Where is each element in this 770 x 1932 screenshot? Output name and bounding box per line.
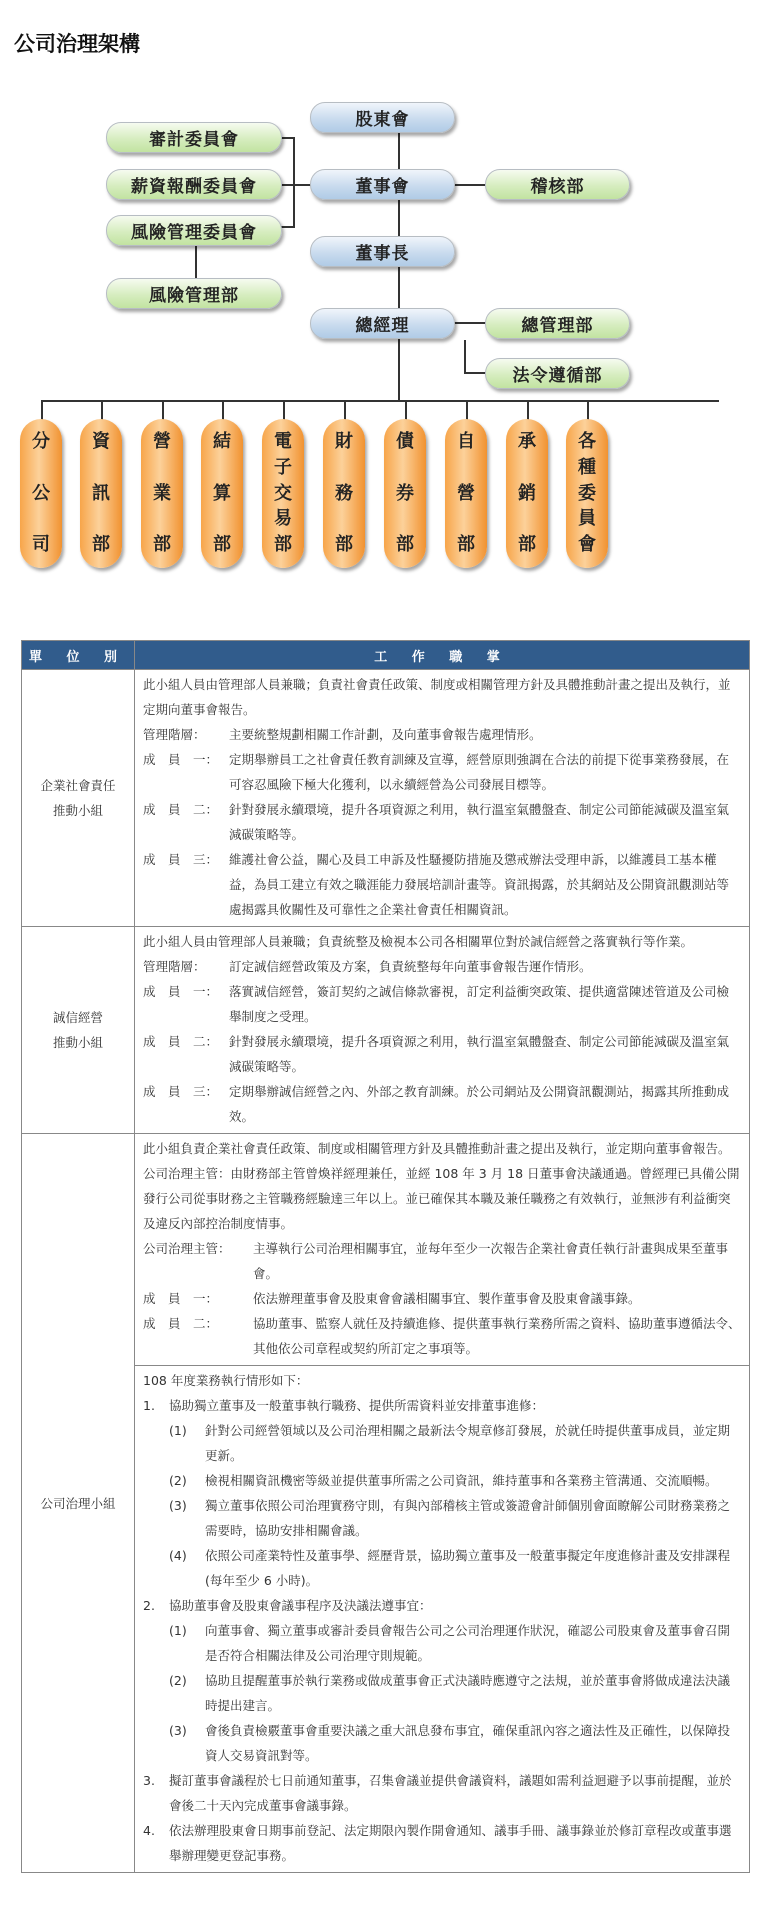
connector [527, 400, 529, 420]
list-item: 2. 協助董事會及股東會議事程序及決議法遵事宜： [143, 1598, 432, 1613]
department-box: 財 務 部 [323, 419, 365, 568]
connector [222, 400, 224, 420]
header-duty: 工 作 職 掌 [135, 641, 750, 670]
table-row [22, 670, 750, 927]
connector [195, 246, 197, 278]
audit-box: 稽核部 [485, 169, 630, 200]
audit-committee-box: 審計委員會 [106, 122, 282, 153]
list-subitem: (3) 會後負責檢覈董事會重要決議之重大訊息發布事宜，確保重訊內容之適法性及正確性，以保障投資人交易資訊對等。 [169, 1723, 731, 1763]
header-unit: 單 位 別 [22, 641, 135, 670]
department-box: 各 種 委 員 會 [566, 419, 608, 568]
table-row [22, 1134, 750, 1873]
list-item: 4. 依法辦理股東會日期事前登記、法定期限內製作開會通知、議事手冊、議事錄並於修訂章程改或董事選舉辦理變更登記事務。 [143, 1823, 732, 1863]
unit-cell: 誠信經營 推動小組 [22, 927, 135, 1134]
department-box: 分 公 司 [20, 419, 62, 568]
table-header-row [22, 641, 750, 670]
list-item: 1. 協助獨立董事及一般董事執行職務、提供所需資料並安排董事進修： [143, 1398, 545, 1413]
list-subitem: (3) 獨立董事依照公司治理實務守則，有與內部稽核主管或簽證會計師個別會面瞭解公司財務業務之需要時，協助安排相關會議。 [169, 1498, 731, 1538]
connector [41, 400, 43, 420]
connector [466, 400, 468, 420]
connector [41, 400, 719, 402]
duty-cell: 此小組負責企業社會責任政策、制度或相關管理方針及具體推動計畫之提出及執行，並定期向董事會報告。 公司治理主管：由財務部主管曾煥祥經理兼任，並經 108 年 3 月 18 日董事會決議通過。曾經理已具備公開發行公司從事財務之主管職務經驗達三年以上。並已確保其本職及兼任職務之有效執行，並無涉有利益衝突及違反內部控治制度情事。 公司治理主管： 主導執行公司治理相關事宜，並每年至少一次報告企業社會責任執行計畫與成果至董事會。 成 員 一： 依法辦理董事會及股東會會議相關事宜、製作董事會及股東會議事錄。 成 員 二： 協助董事、監察人就任及持續進修、提供董事執行業務所需之資料、協助董事遵循法令、其他依公司章程或契約所訂定之事項等。 108 年度業務執行情形如下： 1. 協助獨立董事及一般董事執行職務、提供所需資料並安排董事進修： (1) 針對公司經營領域以及公司治理相關之最新法令規章修訂發展，於就任時提供董事成員，並定期更新。 (2) 檢視相關資訊機密等級並提供董事所需之公司資訊，維持董事和各業務主管溝通、交流順暢。 (3) 獨立董事依照公司治理實務守則，有與內部稽核主管或簽證會計師個別會面瞭解公司財務業務之需要時，協助安排相關會議。 (4) 依照公司產業特性及董事學、經歷背景，協助獨立董事及一般董事擬定年度進修計畫及安排課程(每年至少 6 小時)。 2. 協助董事會及股東會議事程序及決議法遵事宜： (1) 向董事會、獨立董事或審計委員會報告公司之公司治理運作狀況，確認公司股東會及董事會召開是否符合相關法律及公司治理守則規範。 (2) 協助且提醒董事於執行業務或做成董事會正式決議時應遵守之法規，並於董事會將做成違法決議時提出建言。 (3) 會後負責檢覈董事會重要決議之重大訊息發布事宜，確保重訊內容之適法性及正確性，以保障投資人交易資訊對等。 3. 擬訂董事會議程於七日前通知董事，召集會議並提供會議資料，議題如需利益迴避予以事前提醒，並於會後二十天內完成董事會議事錄。 4. 依法辦理股東會日期事前登記、法定期限內製作開會通知、議事手冊、議事錄並於修訂章程改或董事選舉辦理變更登記事務。 [135, 1134, 750, 1873]
connector [587, 400, 589, 420]
connector [101, 400, 103, 420]
duty-cell: 此小組人員由管理部人員兼職；負責統整及檢視本公司各相關單位對於誠信經營之落實執行等作業。 管理階層： 訂定誠信經營政策及方案，負責統整每年向董事會報告運作情形。 成 員 一： 落實誠信經營，簽訂契約之誠信條款審視，訂定利益衝突政策、提供適當陳述管道及公司檢舉制度之受理。 成 員 二： 針對發展永續環境，提升各項資源之利用，執行溫室氣體盤查、制定公司節能減碳及溫室氣減碳策略等。 成 員 三： 定期舉辦誠信經營之內、外部之教育訓練。於公司網站及公開資訊觀測站，揭露其所推動成效。 [135, 927, 750, 1134]
president-box: 總經理 [310, 308, 455, 339]
connector [464, 340, 466, 374]
board-box: 董事會 [310, 169, 455, 200]
connector [162, 400, 164, 420]
duty-cell: 此小組人員由管理部人員兼職；負責社會責任政策、制度或相關管理方針及具體推動計畫之提出及執行，並定期向董事會報告。 管理階層： 主要統整規劃相關工作計劃，及向董事會報告處理情形。 成 員 一： 定期舉辦員工之社會責任教育訓練及宣導，經營原則強調在合法的前提下從事業務發展，在可容忍風險下極大化獲利，以永續經營為公司發展目標等。 成 員 二： 針對發展永續環境，提升各項資源之利用，執行溫室氣體盤查、制定公司節能減碳及溫室氣減碳策略等。 成 員 三： 維護社會公益，關心及員工申訴及性騷擾防措施及懲戒辦法受理申訴，以維護員工基本權益，為員工建立有效之職涯能力發展培訓計畫等。資訊揭露，於其網站及公開資訊觀測站等處揭露具攸關性及可靠性之企業社會責任相關資訊。 [135, 670, 750, 927]
unit-cell: 公司治理小組 [22, 1134, 135, 1873]
connector [405, 400, 407, 420]
list-subitem: (1) 向董事會、獨立董事或審計委員會報告公司之公司治理運作狀況，確認公司股東會及董事會召開是否符合相關法律及公司治理守則規範。 [169, 1623, 731, 1663]
page-title: 公司治理架構 [14, 32, 140, 56]
department-box: 承 銷 部 [506, 419, 548, 568]
unit-cell: 企業社會責任 推動小組 [22, 670, 135, 927]
legal-dept-box: 法令遵循部 [485, 358, 630, 389]
governance-list [143, 1393, 741, 1868]
shareholders-box: 股東會 [310, 102, 455, 133]
list-subitem: (2) 協助且提醒董事於執行業務或做成董事會正式決議時應遵守之法規，並於董事會將做成違法決議時提出建言。 [169, 1673, 731, 1713]
connector [464, 372, 486, 374]
department-box: 營 業 部 [141, 419, 183, 568]
connector [283, 400, 285, 420]
list-subitem: (4) 依照公司產業特性及董事學、經歷背景，協助獨立董事及一般董事擬定年度進修計畫及安排課程(每年至少 6 小時)。 [169, 1548, 731, 1588]
list-item: 3. 擬訂董事會議程於七日前通知董事，召集會議並提供會議資料，議題如需利益迴避予以事前提醒，並於會後二十天內完成董事會議事錄。 [143, 1773, 732, 1813]
risk-committee-box: 風險管理委員會 [106, 215, 282, 246]
table-row [22, 927, 750, 1134]
comp-committee-box: 薪資報酬委員會 [106, 169, 282, 200]
connector [293, 137, 295, 228]
duty-table [21, 640, 750, 1873]
department-box: 資 訊 部 [80, 419, 122, 568]
department-box: 結 算 部 [201, 419, 243, 568]
connector [344, 400, 346, 420]
department-box: 自 營 部 [445, 419, 487, 568]
connector [398, 338, 400, 401]
department-box: 債 券 部 [384, 419, 426, 568]
org-chart [0, 0, 770, 600]
divider [135, 1365, 749, 1366]
list-subitem: (2) 檢視相關資訊機密等級並提供董事所需之公司資訊，維持董事和各業務主管溝通、交流順暢。 [169, 1473, 718, 1488]
chairman-box: 董事長 [310, 236, 455, 267]
list-subitem: (1) 針對公司經營領域以及公司治理相關之最新法令規章修訂發展，於就任時提供董事成員，並定期更新。 [169, 1423, 731, 1463]
department-box: 電 子 交 易 部 [262, 419, 304, 568]
admin-dept-box: 總管理部 [485, 308, 630, 339]
risk-dept-box: 風險管理部 [106, 278, 282, 309]
